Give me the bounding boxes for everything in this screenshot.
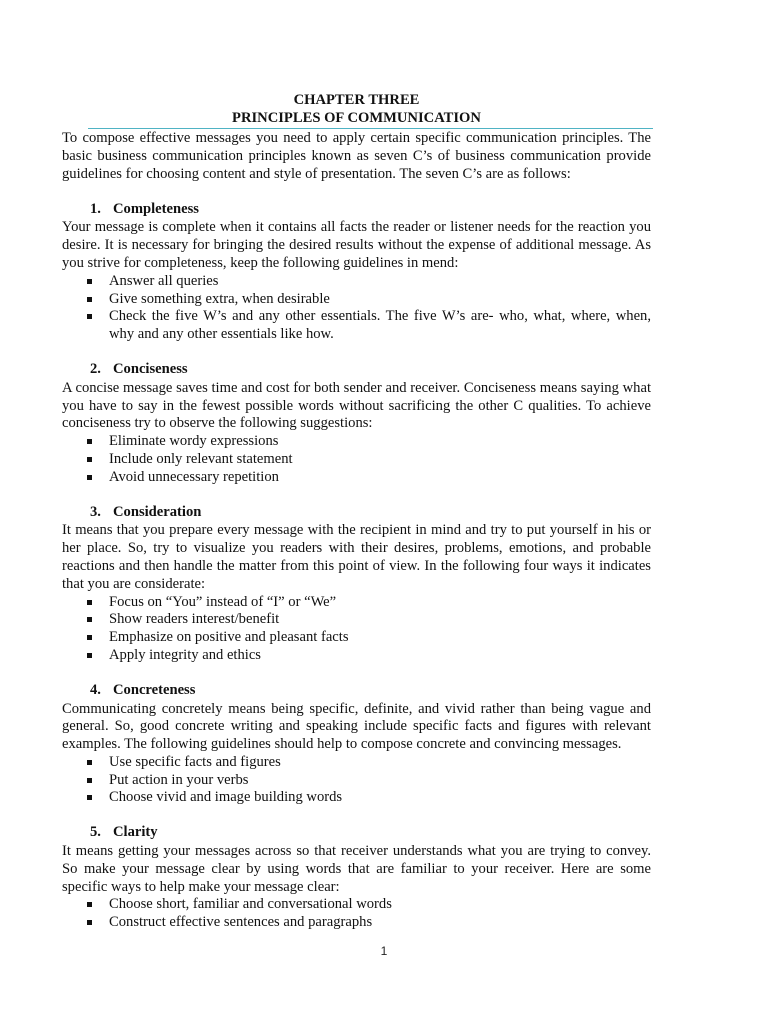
list-item <box>62 308 651 344</box>
chapter-title: PRINCIPLES OF COMMUNICATION <box>232 109 481 126</box>
section-heading <box>62 682 651 700</box>
list-item <box>62 291 651 309</box>
bullet-list <box>62 754 651 807</box>
square-bullet-icon <box>87 439 92 444</box>
section-number: 2. <box>90 360 101 377</box>
square-bullet-icon <box>87 314 92 319</box>
section-heading <box>62 361 651 379</box>
square-bullet-icon <box>87 475 92 480</box>
section-title: Clarity <box>113 824 158 841</box>
square-bullet-icon <box>87 617 92 622</box>
list-item <box>62 789 651 807</box>
section-title: Conciseness <box>113 360 188 377</box>
list-item <box>62 451 651 469</box>
bullet-list <box>62 433 651 486</box>
list-item-text: Emphasize on positive and pleasant facts <box>109 629 349 646</box>
list-item <box>62 754 651 772</box>
list-item <box>62 629 651 647</box>
square-bullet-icon <box>87 795 92 800</box>
section-number: 4. <box>90 681 101 698</box>
section-number: 5. <box>90 824 101 841</box>
list-item-text: Focus on “You” instead of “I” or “We” <box>109 593 337 610</box>
section-heading <box>62 824 651 842</box>
list-item-text: Construct effective sentences and paragraphs <box>109 914 373 931</box>
list-item-text: Eliminate wordy expressions <box>109 433 279 450</box>
list-item-text: Show readers interest/benefit <box>109 611 280 628</box>
square-bullet-icon <box>87 279 92 284</box>
list-item-text: Include only relevant statement <box>109 450 293 467</box>
section-number: 1. <box>90 200 101 217</box>
square-bullet-icon <box>87 600 92 605</box>
header-rule <box>88 128 653 129</box>
square-bullet-icon <box>87 635 92 640</box>
list-item <box>62 433 651 451</box>
list-item-text: Put action in your verbs <box>109 771 249 788</box>
list-item <box>62 914 651 932</box>
list-item-text: Avoid unnecessary repetition <box>109 468 279 485</box>
square-bullet-icon <box>87 920 92 925</box>
section-paragraph: Communicating concretely means being specific, definite, and vivid rather than being vague and general. So, good concrete writing and speaking include specific facts and figures with relevant examples. The following guidelines should help to compose concrete and convincing messages. <box>62 700 651 753</box>
list-item-text: Give something extra, when desirable <box>109 290 330 307</box>
list-item-text: Choose short, familiar and conversational words <box>109 896 392 913</box>
section-completeness <box>62 201 651 344</box>
section-concreteness <box>62 682 651 808</box>
square-bullet-icon <box>87 457 92 462</box>
square-bullet-icon <box>87 778 92 783</box>
list-item <box>62 896 651 914</box>
intro-paragraph: To compose effective messages you need to apply certain specific communication principles. The basic business communication principles known as seven C’s of business communication provide guidelines for choosing content and style of presentation. The seven C’s are as follows: <box>62 130 651 182</box>
section-paragraph: It means that you prepare every message with the recipient in mind and try to put yourself in his or her place. So, try to visualize you readers with their desires, problems, emotions, and probable reactions and then handle the matter from this point of view. In the following four ways it indicates that you are considerate: <box>62 522 651 592</box>
list-item <box>62 772 651 790</box>
list-item-text: Apply integrity and ethics <box>109 646 261 663</box>
square-bullet-icon <box>87 297 92 302</box>
bullet-list <box>62 594 651 665</box>
section-title: Completeness <box>113 200 199 217</box>
list-item <box>62 611 651 629</box>
section-conciseness <box>62 361 651 487</box>
section-heading <box>62 504 651 522</box>
square-bullet-icon <box>87 902 92 907</box>
chapter-label: CHAPTER THREE <box>293 92 420 108</box>
bullet-list <box>62 896 651 932</box>
section-paragraph: A concise message saves time and cost for both sender and receiver. Conciseness means saying what you have to say in the fewest possible words without sacrificing the other C qualities. To achieve conciseness try to observe the following suggestions: <box>62 379 651 432</box>
list-item-text: Choose vivid and image building words <box>109 789 343 806</box>
list-item <box>62 469 651 487</box>
section-consideration <box>62 504 651 665</box>
section-title: Concreteness <box>113 681 196 698</box>
list-item-text: Answer all queries <box>109 272 219 289</box>
sections-container <box>62 201 651 932</box>
section-number: 3. <box>90 503 101 520</box>
list-item <box>62 594 651 612</box>
chapter-header <box>62 92 651 127</box>
bullet-list <box>62 273 651 344</box>
section-clarity <box>62 824 651 932</box>
list-item-text: Use specific facts and figures <box>109 753 281 770</box>
section-paragraph: Your message is complete when it contains all facts the reader or listener needs for the reaction you desire. It is necessary for bringing the desired results without the expense of additional message. As you strive for completeness, keep the following guidelines in mend: <box>62 219 651 271</box>
document-page <box>62 92 651 932</box>
square-bullet-icon <box>87 760 92 765</box>
square-bullet-icon <box>87 653 92 658</box>
section-title: Consideration <box>113 503 202 520</box>
list-item-text: Check the five W’s and any other essentials. The five W’s are- who, what, where, when, why and any other essentials like how. <box>109 308 651 343</box>
page-number: 1 <box>380 944 388 958</box>
section-paragraph: It means getting your messages across so that receiver understands what you are trying to convey. So make your message clear by using words that are familiar to your receiver. Here are some specific ways to help make your message clear: <box>62 843 651 895</box>
section-heading <box>62 201 651 219</box>
list-item <box>62 647 651 665</box>
list-item <box>62 273 651 291</box>
